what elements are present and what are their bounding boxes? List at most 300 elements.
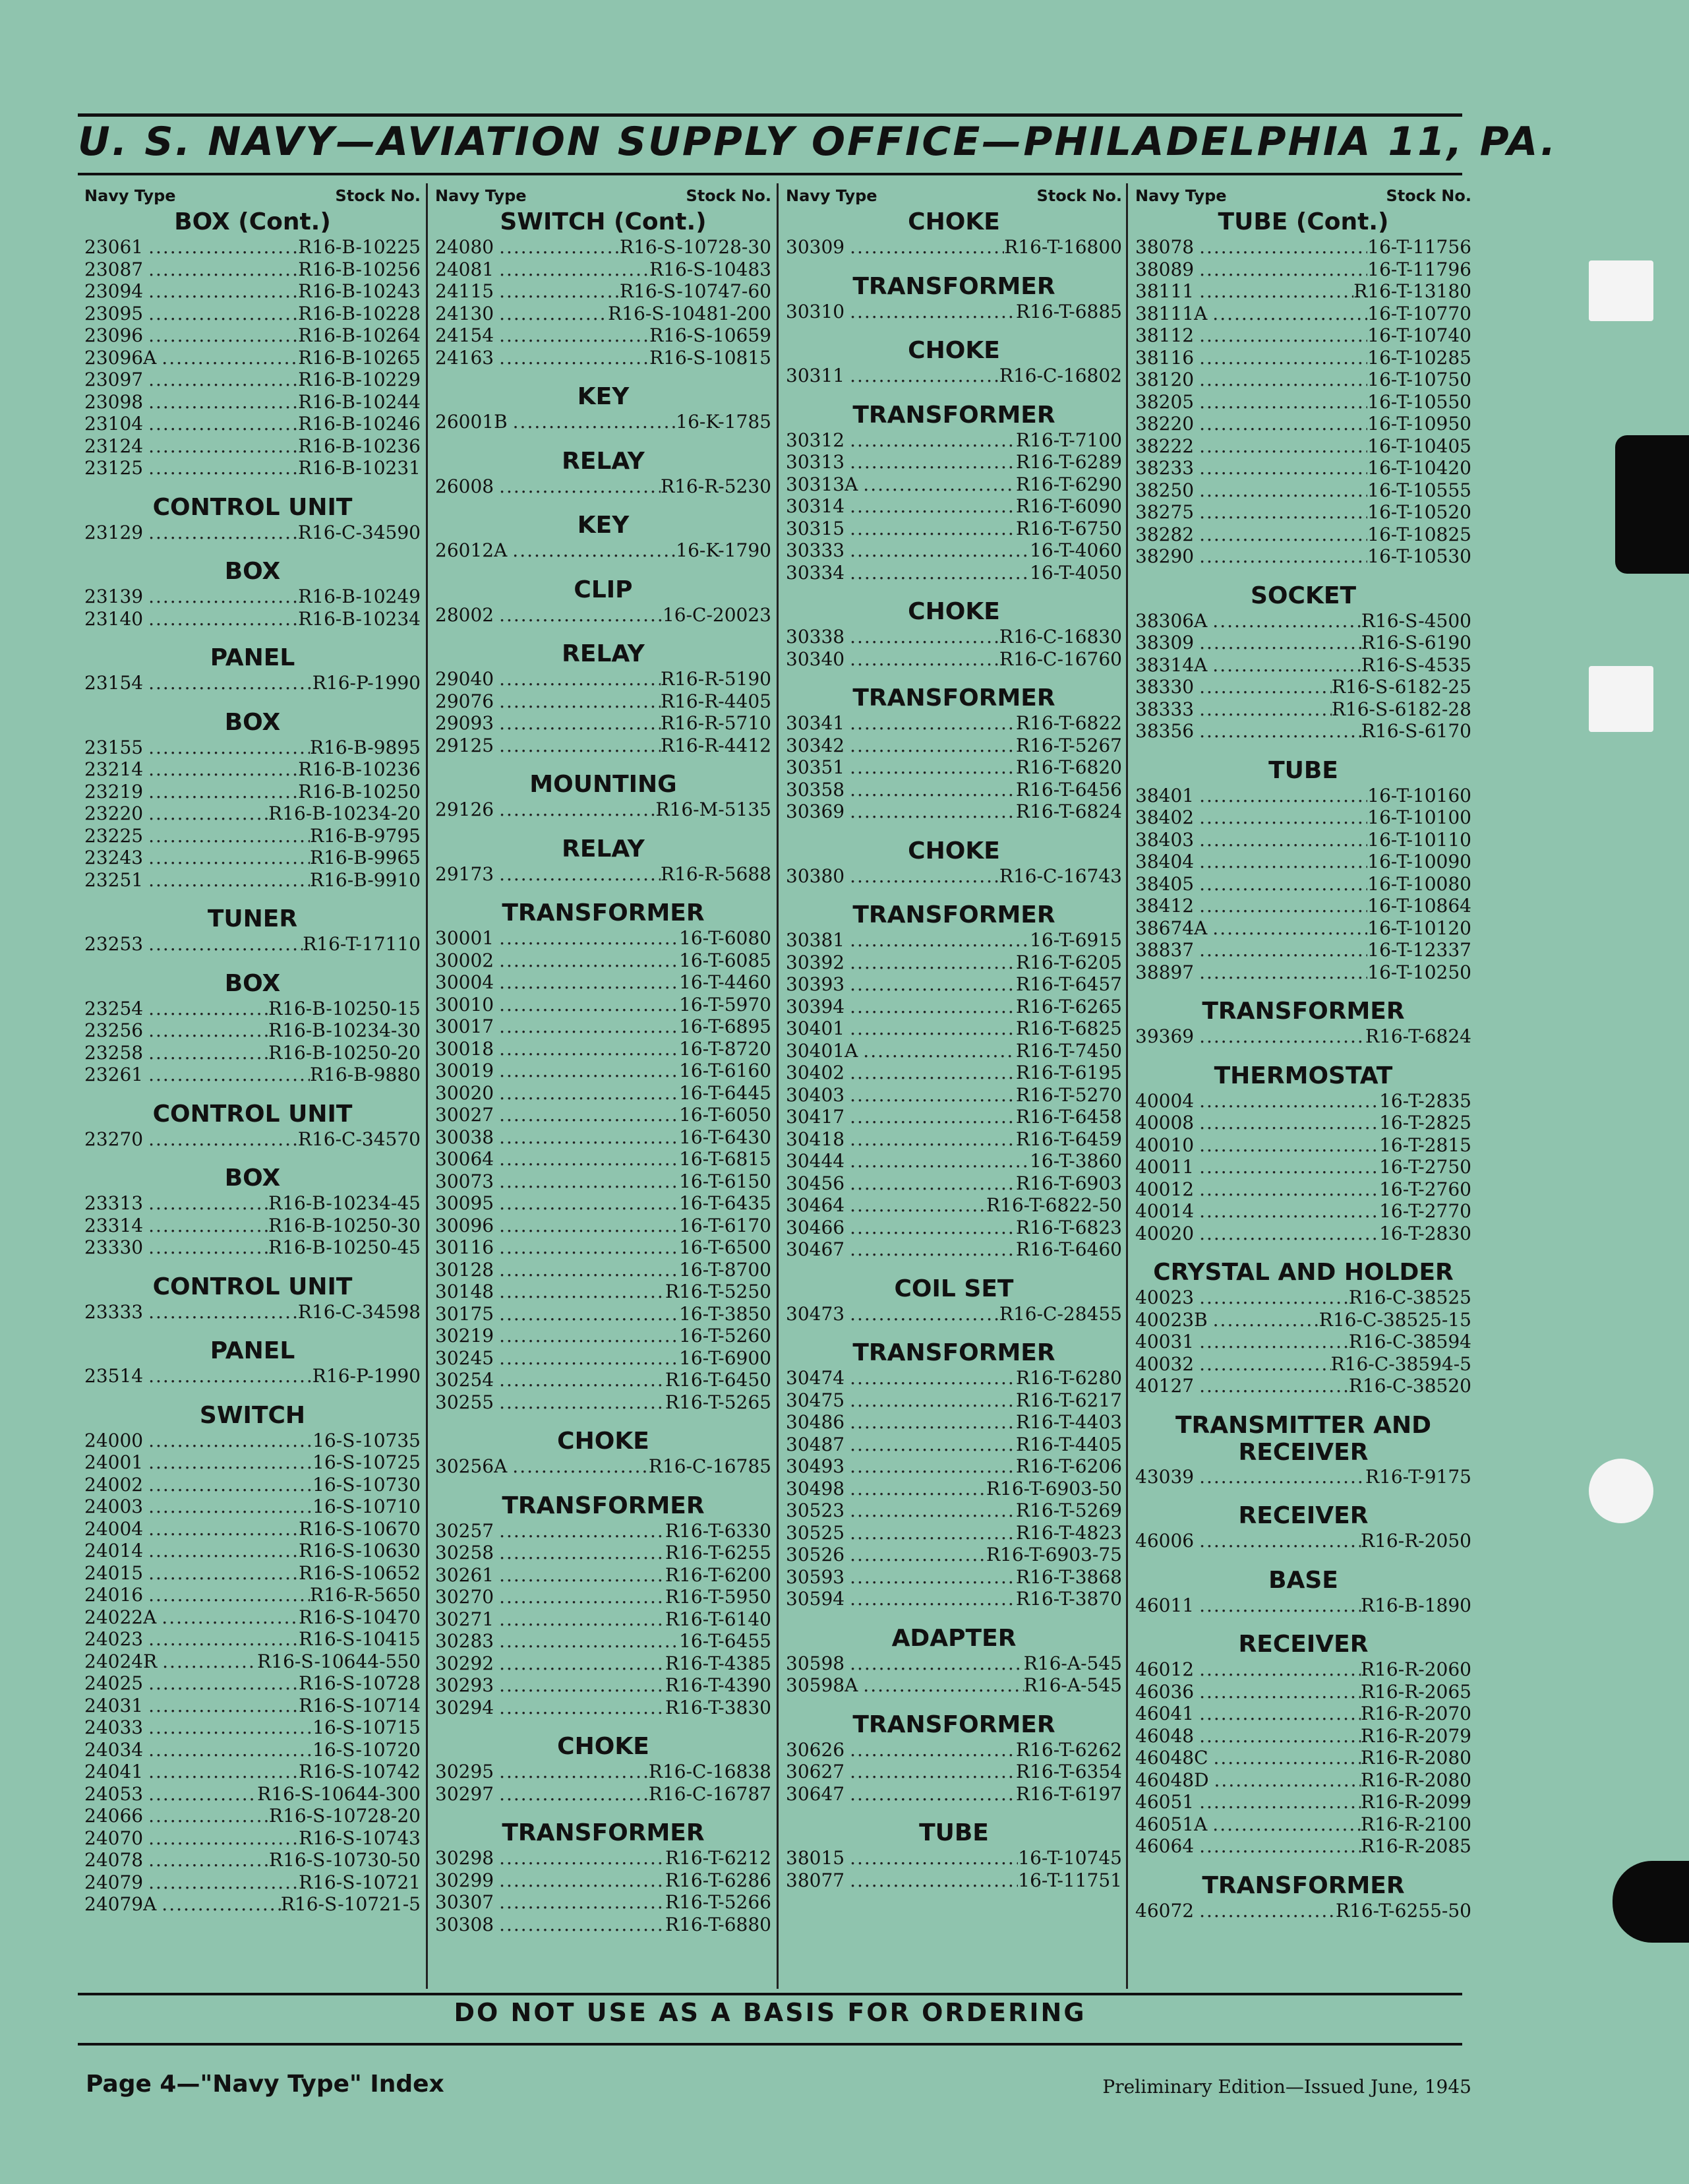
- stock-number: 16-T-3860: [1030, 1150, 1122, 1172]
- navy-type: 29173: [435, 863, 494, 885]
- index-row: [84, 672, 421, 694]
- index-row: [84, 1496, 421, 1518]
- dot-leader: [850, 779, 1016, 801]
- navy-type: 43039: [1135, 1465, 1195, 1488]
- dot-leader: [1199, 1375, 1349, 1397]
- stock-number: 16-T-2770: [1379, 1200, 1471, 1222]
- stock-number: R16-R-2080: [1361, 1769, 1471, 1791]
- index-row: [1135, 236, 1471, 258]
- navy-type: 39369: [1135, 1025, 1195, 1047]
- dot-leader: [1199, 369, 1367, 391]
- navy-type: 23155: [84, 736, 144, 758]
- dot-leader: [1199, 391, 1367, 413]
- dot-leader: [499, 1325, 679, 1347]
- stock-number: R16-C-16802: [999, 365, 1122, 386]
- index-row: [786, 1566, 1122, 1589]
- dot-leader: [850, 1172, 1016, 1195]
- dot-leader: [1212, 610, 1361, 632]
- navy-type: 30307: [435, 1891, 494, 1913]
- navy-type: 30466: [786, 1216, 845, 1238]
- stock-number: R16-R-2060: [1361, 1658, 1471, 1680]
- navy-type: 40011: [1135, 1156, 1195, 1178]
- dot-leader: [499, 1847, 665, 1869]
- stock-number: R16-B-10234-20: [268, 803, 421, 824]
- index-row: [1135, 1375, 1471, 1397]
- stock-number: 16-T-6455: [679, 1630, 771, 1652]
- dot-leader: [499, 236, 620, 258]
- stock-number: R16-T-6255-50: [1335, 1899, 1471, 1922]
- navy-type: 46011: [1135, 1594, 1195, 1616]
- navy-type: 30456: [786, 1172, 845, 1194]
- index-row: [786, 1172, 1122, 1195]
- index-row: [435, 1630, 771, 1653]
- dot-leader: [850, 1869, 1018, 1892]
- dot-leader: [499, 1126, 679, 1149]
- dot-leader: [499, 1236, 679, 1259]
- navy-type: 38330: [1135, 676, 1195, 698]
- index-row: [84, 847, 421, 869]
- stock-number: R16-S-10728-20: [268, 1805, 421, 1827]
- dot-leader: [499, 1520, 665, 1542]
- index-row: [84, 825, 421, 847]
- index-row: [435, 1060, 771, 1082]
- dot-leader: [148, 1215, 268, 1237]
- dot-leader: [1199, 1658, 1361, 1681]
- stock-number: 16-T-2815: [1379, 1134, 1471, 1156]
- stock-number: R16-C-38525: [1348, 1287, 1471, 1308]
- stock-number: 16-T-11751: [1018, 1869, 1122, 1891]
- dot-leader: [148, 303, 298, 325]
- section-heading: KEY: [577, 383, 630, 410]
- index-row: [1135, 806, 1471, 829]
- index-row: [435, 1520, 771, 1542]
- stock-number: 16-K-1790: [676, 539, 771, 561]
- index-row: [84, 1716, 421, 1739]
- stock-number: R16-C-16785: [648, 1455, 771, 1477]
- index-row: [435, 950, 771, 972]
- navy-type: 46051A: [1135, 1813, 1208, 1835]
- index-row: [1135, 1769, 1471, 1792]
- stock-number: R16-T-6460: [1016, 1238, 1122, 1260]
- stock-number: R16-T-16800: [1004, 236, 1122, 258]
- navy-type: 38089: [1135, 258, 1195, 280]
- stock-number: R16-T-4385: [665, 1652, 771, 1674]
- stock-number: R16-S-10815: [649, 346, 771, 369]
- dot-leader: [499, 258, 649, 281]
- navy-type: 23219: [84, 780, 144, 803]
- navy-type: 26008: [435, 475, 494, 497]
- dot-leader: [499, 1608, 665, 1631]
- index-row: [786, 996, 1122, 1018]
- section-heading: CONTROL UNIT: [152, 1100, 353, 1128]
- navy-type: 38222: [1135, 435, 1195, 457]
- stock-number: R16-B-10243: [298, 280, 421, 302]
- navy-type: 30593: [786, 1565, 845, 1588]
- stock-number: R16-T-6195: [1016, 1062, 1122, 1083]
- navy-type: 38250: [1135, 479, 1195, 501]
- navy-type: 30647: [786, 1782, 845, 1805]
- index-column-1: [84, 183, 421, 1989]
- navy-type: 29076: [435, 690, 494, 712]
- index-row: [1135, 917, 1471, 940]
- stock-number: R16-B-10231: [298, 457, 421, 479]
- stock-number: R16-B-10265: [298, 346, 421, 369]
- index-row: [84, 1236, 421, 1259]
- navy-type: 30486: [786, 1411, 845, 1433]
- dot-leader: [499, 280, 620, 303]
- dot-leader: [850, 1084, 1016, 1107]
- dot-leader: [148, 737, 310, 759]
- navy-type: 23139: [84, 586, 144, 607]
- dot-leader: [1199, 1223, 1379, 1245]
- dot-leader: [148, 998, 268, 1020]
- navy-type: 30394: [786, 995, 845, 1017]
- dot-leader: [850, 1500, 1016, 1522]
- navy-type: 30381: [786, 929, 845, 951]
- stock-number: 16-T-6430: [679, 1126, 771, 1148]
- stock-number: R16-T-6820: [1016, 756, 1122, 778]
- navy-type: 24034: [84, 1738, 144, 1761]
- navy-type: 30001: [435, 927, 494, 949]
- dot-leader: [499, 1369, 665, 1391]
- navy-type: 30401: [786, 1017, 845, 1039]
- index-row: [435, 690, 771, 713]
- section-heading: BOX: [224, 1165, 281, 1192]
- navy-type: 38077: [786, 1869, 845, 1891]
- index-row: [1135, 457, 1471, 479]
- stock-number: 16-T-6050: [679, 1104, 771, 1126]
- navy-type: 24080: [435, 236, 494, 258]
- navy-type: 26012A: [435, 539, 508, 561]
- stock-number: R16-T-3868: [1016, 1565, 1122, 1588]
- index-row: [1135, 1658, 1471, 1681]
- dot-leader: [850, 562, 1030, 584]
- index-row: [786, 236, 1122, 258]
- index-row: [435, 1869, 771, 1892]
- index-row: [1135, 1835, 1471, 1858]
- dot-leader: [1214, 1747, 1361, 1769]
- stock-number: R16-B-10256: [298, 258, 421, 280]
- section-heading: RELAY: [562, 640, 645, 667]
- navy-type: 30342: [786, 734, 845, 756]
- dot-leader: [850, 756, 1016, 779]
- dot-leader: [499, 1391, 665, 1414]
- dot-leader: [162, 1606, 299, 1629]
- stock-number: 16-T-4460: [679, 971, 771, 993]
- dot-leader: [148, 758, 298, 781]
- index-row: [435, 1082, 771, 1105]
- index-row: [1135, 347, 1471, 369]
- index-row: [786, 451, 1122, 473]
- navy-type: 38220: [1135, 413, 1195, 435]
- navy-type: 30018: [435, 1037, 494, 1060]
- stock-number: R16-T-6354: [1016, 1761, 1122, 1782]
- section-heading: TRANSFORMER: [1202, 998, 1405, 1025]
- stock-number: R16-R-5710: [661, 712, 771, 734]
- stock-number: R16-T-4823: [1016, 1521, 1122, 1544]
- stock-number: R16-T-6880: [665, 1913, 771, 1935]
- index-row: [786, 1084, 1122, 1107]
- section-heading: MOUNTING: [529, 771, 677, 798]
- navy-type: 23124: [84, 435, 144, 457]
- dot-leader: [148, 1540, 299, 1562]
- navy-type: 30313A: [786, 473, 858, 495]
- index-row: [786, 1588, 1122, 1610]
- stock-number: R16-B-9910: [310, 868, 421, 891]
- dot-leader: [1199, 1466, 1365, 1488]
- stock-number: 16-T-10285: [1367, 346, 1471, 369]
- stock-number: 16-T-6085: [679, 949, 771, 971]
- navy-type: 23225: [84, 824, 144, 847]
- dot-leader: [499, 604, 663, 626]
- index-row: [786, 1739, 1122, 1761]
- navy-type: 24031: [84, 1694, 144, 1716]
- stock-number: R16-B-10250-20: [268, 1041, 421, 1064]
- stock-number: R16-T-4390: [665, 1674, 771, 1696]
- stock-number: 16-T-10750: [1367, 369, 1471, 390]
- index-row: [84, 1365, 421, 1387]
- stock-number: R16-C-34570: [297, 1128, 421, 1150]
- index-row: [84, 1871, 421, 1894]
- section-heading: RECEIVER: [1238, 1438, 1369, 1466]
- stock-number: R16-T-6090: [1016, 495, 1122, 517]
- navy-type: 30338: [786, 626, 845, 648]
- navy-type: 30309: [786, 236, 845, 258]
- section-heading: CHOKE: [908, 208, 1000, 235]
- dot-leader: [499, 303, 608, 325]
- index-row: [786, 1869, 1122, 1892]
- navy-type: 29040: [435, 668, 494, 690]
- navy-type: 24014: [84, 1540, 144, 1562]
- dot-leader: [148, 1805, 269, 1827]
- stock-number: R16-T-3830: [665, 1696, 771, 1718]
- navy-type: 30403: [786, 1083, 845, 1106]
- index-row: [786, 1238, 1122, 1261]
- index-row: [435, 1914, 771, 1936]
- navy-type: 30255: [435, 1391, 494, 1413]
- dot-leader: [148, 369, 298, 391]
- stock-number: R16-T-6824: [1365, 1025, 1471, 1047]
- dot-leader: [1199, 1835, 1361, 1858]
- index-row: [435, 1281, 771, 1303]
- dot-leader: [850, 365, 999, 387]
- stock-number: R16-C-16787: [648, 1782, 771, 1805]
- index-row: [84, 933, 421, 956]
- stock-number: R16-C-16830: [999, 626, 1122, 648]
- dot-leader: [148, 1871, 299, 1894]
- dot-leader: [850, 1455, 1016, 1478]
- section-heading: BOX (Cont.): [174, 208, 331, 235]
- dot-leader: [148, 1301, 298, 1323]
- dot-leader: [148, 825, 310, 847]
- section-heading: CHOKE: [557, 1428, 649, 1455]
- stock-number: R16-T-6885: [1016, 300, 1122, 322]
- stock-number: R16-T-6450: [665, 1369, 771, 1391]
- navy-type: 24025: [84, 1672, 144, 1694]
- dot-leader: [499, 1542, 665, 1564]
- navy-type: 38282: [1135, 523, 1195, 545]
- edition-note: Preliminary Edition—Issued June, 1945: [1102, 2076, 1471, 2098]
- navy-type: 30341: [786, 712, 845, 734]
- navy-type: 23094: [84, 280, 144, 302]
- dot-leader: [1199, 457, 1367, 479]
- navy-type: 30392: [786, 951, 845, 973]
- section-heading: TUBE: [1268, 756, 1338, 784]
- index-row: [786, 539, 1122, 562]
- section-heading: BOX: [224, 969, 281, 997]
- section-heading: BOX: [224, 708, 281, 736]
- navy-type: 30598A: [786, 1674, 858, 1696]
- dot-leader: [850, 801, 1016, 823]
- dot-leader: [148, 847, 310, 869]
- dot-leader: [148, 236, 298, 258]
- dot-leader: [148, 1365, 312, 1387]
- index-row: [84, 347, 421, 369]
- dot-leader: [850, 1389, 1016, 1412]
- index-row: [84, 1451, 421, 1474]
- navy-type: 30308: [435, 1913, 494, 1935]
- dot-leader: [850, 1847, 1018, 1869]
- navy-type: 38837: [1135, 939, 1195, 961]
- section-heading: TRANSFORMER: [852, 684, 1055, 712]
- navy-type: 30292: [435, 1652, 494, 1674]
- navy-type: 30148: [435, 1281, 494, 1302]
- dot-leader: [1199, 545, 1367, 568]
- navy-type: 30525: [786, 1521, 845, 1544]
- dot-leader: [148, 1584, 310, 1606]
- stock-number: 16-T-6080: [679, 927, 771, 949]
- navy-type: 30358: [786, 778, 845, 801]
- navy-type: 24066: [84, 1805, 144, 1827]
- stock-number: 16-T-10405: [1367, 435, 1471, 457]
- dot-leader: [148, 280, 298, 303]
- dot-leader: [148, 1128, 298, 1151]
- dot-leader: [148, 457, 298, 479]
- index-row: [1135, 1287, 1471, 1309]
- dot-leader: [499, 1104, 679, 1126]
- index-row: [84, 803, 421, 825]
- index-row: [84, 522, 421, 544]
- navy-type: 46036: [1135, 1680, 1195, 1703]
- dot-leader: [850, 1303, 999, 1325]
- dot-leader: [162, 1893, 281, 1916]
- dot-leader: [1199, 1025, 1365, 1048]
- navy-type: 38402: [1135, 806, 1195, 828]
- dot-leader: [1199, 479, 1367, 502]
- page-header: U. S. NAVY—AVIATION SUPPLY OFFICE—PHILADELPHIA 11, PA.: [78, 119, 1558, 165]
- stock-number: R16-B-1890: [1361, 1594, 1471, 1616]
- navy-type: 23333: [84, 1300, 144, 1323]
- navy-type: 24130: [435, 302, 494, 324]
- dot-leader: [499, 1869, 665, 1892]
- dot-leader: [499, 347, 649, 369]
- stock-number: R16-T-6456: [1016, 778, 1122, 801]
- dot-leader: [1199, 632, 1361, 654]
- index-row: [786, 1455, 1122, 1478]
- dot-leader: [148, 1716, 312, 1739]
- index-row: [84, 1215, 421, 1237]
- stock-number: R16-S-6170: [1361, 720, 1471, 742]
- index-row: [435, 539, 771, 562]
- navy-type: 30175: [435, 1302, 494, 1325]
- dot-leader: [1199, 1200, 1379, 1223]
- index-row: [84, 869, 421, 892]
- index-row: [435, 1170, 771, 1193]
- stock-number: R16-B-10264: [298, 324, 421, 346]
- column-header: [1135, 183, 1471, 208]
- index-row: [84, 457, 421, 479]
- index-row: [1135, 524, 1471, 546]
- dot-leader: [512, 1455, 649, 1478]
- stock-number: R16-C-38594-5: [1330, 1352, 1471, 1375]
- navy-type-header: Navy Type: [786, 187, 877, 205]
- stock-number: R16-S-10652: [299, 1562, 421, 1584]
- dot-leader: [148, 324, 298, 347]
- index-row: [786, 365, 1122, 387]
- navy-type: 24070: [84, 1827, 144, 1849]
- stock-number: R16-S-6190: [1361, 632, 1471, 653]
- dot-leader: [850, 1017, 1016, 1040]
- dot-leader: [850, 1062, 1016, 1084]
- index-row: [1135, 1594, 1471, 1617]
- section-heading: TUBE (Cont.): [1218, 208, 1389, 235]
- stock-number: R16-T-17110: [303, 933, 421, 955]
- section-heading: PANEL: [210, 644, 295, 671]
- stock-number: R16-T-6822-50: [986, 1194, 1122, 1216]
- index-row: [786, 929, 1122, 952]
- dot-leader: [499, 1653, 665, 1675]
- navy-type: 30254: [435, 1369, 494, 1391]
- dot-leader: [1199, 1287, 1349, 1309]
- navy-type: 38290: [1135, 545, 1195, 567]
- stock-number: R16-B-10246: [298, 413, 421, 435]
- navy-type: 46041: [1135, 1703, 1195, 1724]
- dot-leader: [499, 1630, 679, 1653]
- navy-type: 30340: [786, 648, 845, 670]
- navy-type: 24033: [84, 1716, 144, 1738]
- stock-number: 16-T-10950: [1367, 413, 1471, 435]
- dot-leader: [1199, 1725, 1361, 1747]
- stock-number: R16-S-10728-30: [619, 236, 771, 258]
- stock-number: R16-C-38525-15: [1319, 1308, 1471, 1331]
- stock-number: R16-S-10481-200: [608, 302, 771, 324]
- stock-number: R16-S-10747-60: [619, 280, 771, 302]
- dot-leader: [850, 301, 1016, 323]
- index-row: [435, 863, 771, 886]
- stock-number: R16-T-5265: [665, 1391, 771, 1413]
- navy-type: 30351: [786, 756, 845, 778]
- dot-leader: [850, 1544, 986, 1566]
- section-heading: BOX: [224, 558, 281, 585]
- dot-leader: [850, 1739, 1016, 1761]
- index-row: [1135, 1813, 1471, 1836]
- punch-hole: [1589, 666, 1653, 732]
- navy-type: 38356: [1135, 720, 1195, 742]
- navy-type: 24022A: [84, 1606, 157, 1628]
- stock-number: R16-T-6459: [1016, 1128, 1122, 1150]
- index-row: [84, 1042, 421, 1064]
- index-row: [84, 280, 421, 303]
- dot-leader: [1199, 1156, 1379, 1178]
- stock-number: R16-T-6262: [1016, 1738, 1122, 1761]
- index-row: [435, 1608, 771, 1631]
- stock-number: 16-S-10720: [312, 1738, 421, 1761]
- index-column-4: [1135, 183, 1471, 1989]
- dot-leader: [1212, 1813, 1361, 1836]
- index-row: [786, 1500, 1122, 1522]
- navy-type-header: Navy Type: [1135, 187, 1227, 205]
- stock-number: 16-T-8720: [679, 1037, 771, 1060]
